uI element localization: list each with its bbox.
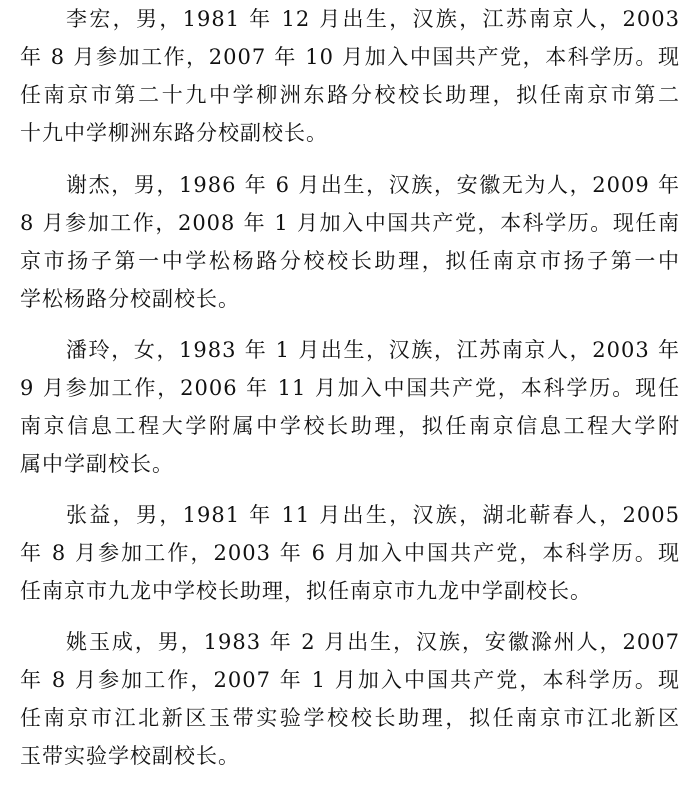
- paragraph-1-line-1: 李宏，男，1981 年 12 月出生，汉族，江苏南京人，2003: [66, 7, 680, 31]
- paragraph-1-line-2: 年 8 月参加工作，2007 年 10 月加入中国共产党，本科学历。现: [20, 45, 680, 69]
- paragraph-3-line-4: 属中学副校长。: [20, 452, 174, 476]
- paragraph-5-line-2: 年 8 月参加工作，2007 年 1 月加入中国共产党，本科学历。现: [20, 668, 680, 692]
- paragraph-2-line-3: 京市扬子第一中学松杨路分校校长助理，拟任南京市扬子第一中: [20, 249, 680, 273]
- paragraph-5-line-1: 姚玉成，男，1983 年 2 月出生，汉族，安徽滁州人，2007: [66, 630, 680, 654]
- paragraph-3-line-2: 9 月参加工作，2006 年 11 月加入中国共产党，本科学历。现任: [20, 376, 680, 400]
- paragraph-5-line-4: 玉带实验学校副校长。: [20, 744, 240, 768]
- paragraph-1-line-4: 十九中学柳洲东路分校副校长。: [20, 121, 328, 145]
- paragraph-1-line-3: 任南京市第二十九中学柳洲东路分校校长助理，拟任南京市第二: [20, 83, 680, 107]
- paragraph-2-line-2: 8 月参加工作，2008 年 1 月加入中国共产党，本科学历。现任南: [20, 211, 680, 235]
- paragraph-3-line-3: 南京信息工程大学附属中学校长助理，拟任南京信息工程大学附: [20, 414, 680, 438]
- paragraph-2-line-4: 学松杨路分校副校长。: [20, 287, 240, 311]
- paragraph-4-line-3: 任南京市九龙中学校长助理，拟任南京市九龙中学副校长。: [20, 579, 592, 603]
- paragraph-4-line-2: 年 8 月参加工作，2003 年 6 月加入中国共产党，本科学历。现: [20, 541, 680, 565]
- paragraph-3-line-1: 潘玲，女，1983 年 1 月出生，汉族，江苏南京人，2003 年: [66, 338, 680, 362]
- paragraph-4-line-1: 张益，男，1981 年 11 月出生，汉族，湖北蕲春人，2005: [66, 503, 680, 527]
- paragraph-2-line-1: 谢杰，男，1986 年 6 月出生，汉族，安徽无为人，2009 年: [66, 173, 680, 197]
- paragraph-5-line-3: 任南京市江北新区玉带实验学校校长助理，拟任南京市江北新区: [20, 706, 680, 730]
